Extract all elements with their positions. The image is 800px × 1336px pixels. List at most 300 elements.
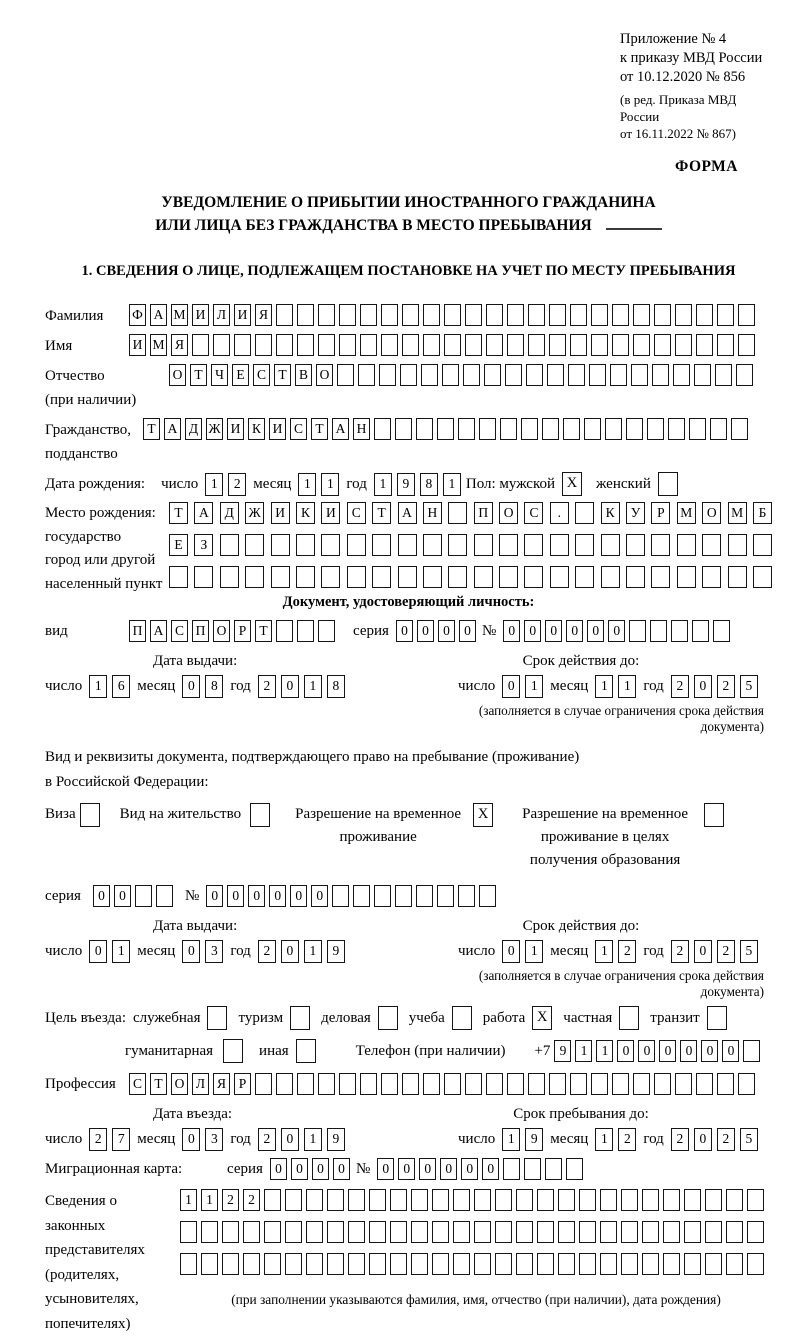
char-cell[interactable]: 0 — [694, 1128, 712, 1151]
char-cell[interactable] — [390, 1189, 407, 1211]
char-cell[interactable] — [545, 1158, 562, 1180]
char-cell[interactable]: 2 — [717, 940, 735, 963]
char-cell[interactable]: 0 — [89, 940, 107, 963]
char-cell[interactable]: О — [316, 364, 333, 386]
char-cell[interactable]: И — [192, 304, 209, 326]
char-cell[interactable]: 0 — [419, 1158, 436, 1180]
char-cell[interactable] — [537, 1189, 554, 1211]
char-cell[interactable] — [321, 534, 340, 556]
char-cell[interactable] — [547, 364, 564, 386]
char-cell[interactable] — [663, 1253, 680, 1275]
char-cell[interactable] — [432, 1253, 449, 1275]
char-cell[interactable]: 0 — [398, 1158, 415, 1180]
char-cell[interactable]: 5 — [740, 1128, 758, 1151]
char-cell[interactable] — [747, 1253, 764, 1275]
char-cell[interactable]: 0 — [566, 620, 583, 642]
char-cell[interactable] — [663, 1221, 680, 1243]
char-cell[interactable]: К — [248, 418, 265, 440]
char-cell[interactable] — [626, 534, 645, 556]
char-cell[interactable]: 0 — [617, 1040, 634, 1062]
char-cell[interactable]: Е — [169, 534, 188, 556]
char-cell[interactable] — [516, 1189, 533, 1211]
char-cell[interactable]: 0 — [608, 620, 625, 642]
char-cell[interactable]: Я — [255, 304, 272, 326]
char-cell[interactable] — [402, 334, 419, 356]
char-cell[interactable] — [390, 1253, 407, 1275]
char-cell[interactable] — [271, 534, 290, 556]
char-cell[interactable]: Т — [150, 1073, 167, 1095]
char-cell[interactable]: 1 — [304, 1128, 322, 1151]
char-cell[interactable]: 0 — [701, 1040, 718, 1062]
char-cell[interactable] — [465, 304, 482, 326]
char-cell[interactable]: Р — [234, 1073, 251, 1095]
char-cell[interactable] — [601, 534, 620, 556]
char-cell[interactable] — [448, 502, 467, 524]
char-cell[interactable] — [589, 364, 606, 386]
char-cell[interactable]: 1 — [298, 473, 316, 496]
char-cell[interactable]: Н — [423, 502, 442, 524]
char-cell[interactable] — [348, 1189, 365, 1211]
char-cell[interactable]: С — [524, 502, 543, 524]
char-cell[interactable] — [474, 1221, 491, 1243]
char-cell[interactable]: 0 — [545, 620, 562, 642]
char-cell[interactable] — [381, 1073, 398, 1095]
char-cell[interactable] — [612, 334, 629, 356]
char-cell[interactable] — [705, 1253, 722, 1275]
char-cell[interactable] — [550, 534, 569, 556]
char-cell[interactable] — [374, 885, 391, 907]
char-cell[interactable] — [411, 1253, 428, 1275]
char-cell[interactable] — [600, 1221, 617, 1243]
char-cell[interactable] — [675, 334, 692, 356]
char-cell[interactable] — [743, 1040, 760, 1062]
char-cell[interactable]: С — [253, 364, 270, 386]
char-cell[interactable]: 2 — [222, 1189, 239, 1211]
char-cell[interactable]: 1 — [201, 1189, 218, 1211]
char-cell[interactable]: О — [171, 1073, 188, 1095]
char-cell[interactable] — [180, 1221, 197, 1243]
char-cell[interactable]: 9 — [397, 473, 415, 496]
char-cell[interactable] — [696, 334, 713, 356]
char-cell[interactable] — [423, 1073, 440, 1095]
char-cell[interactable] — [528, 334, 545, 356]
char-cell[interactable] — [381, 334, 398, 356]
char-cell[interactable] — [591, 334, 608, 356]
char-cell[interactable] — [642, 1253, 659, 1275]
char-cell[interactable] — [570, 334, 587, 356]
char-cell[interactable] — [402, 304, 419, 326]
char-cell[interactable] — [696, 1073, 713, 1095]
char-cell[interactable] — [321, 566, 340, 588]
char-cell[interactable]: А — [398, 502, 417, 524]
char-cell[interactable] — [673, 364, 690, 386]
char-cell[interactable] — [713, 620, 730, 642]
char-cell[interactable] — [579, 1253, 596, 1275]
char-cell[interactable] — [201, 1221, 218, 1243]
char-cell[interactable]: 0 — [291, 1158, 308, 1180]
char-cell[interactable] — [579, 1221, 596, 1243]
char-cell[interactable] — [416, 418, 433, 440]
char-cell[interactable] — [495, 1189, 512, 1211]
char-cell[interactable] — [621, 1253, 638, 1275]
char-cell[interactable]: 2 — [671, 1128, 689, 1151]
char-cell[interactable]: С — [129, 1073, 146, 1095]
char-cell[interactable] — [728, 534, 747, 556]
char-cell[interactable] — [621, 1221, 638, 1243]
char-cell[interactable] — [360, 1073, 377, 1095]
char-cell[interactable] — [306, 1253, 323, 1275]
char-cell[interactable] — [528, 1073, 545, 1095]
char-cell[interactable] — [398, 566, 417, 588]
purpose-other-checkbox[interactable] — [296, 1039, 316, 1063]
char-cell[interactable] — [245, 566, 264, 588]
char-cell[interactable] — [360, 304, 377, 326]
char-cell[interactable]: Т — [169, 502, 188, 524]
char-cell[interactable] — [663, 1189, 680, 1211]
char-cell[interactable] — [507, 304, 524, 326]
char-cell[interactable]: А — [164, 418, 181, 440]
char-cell[interactable]: 9 — [327, 1128, 345, 1151]
char-cell[interactable]: М — [677, 502, 696, 524]
char-cell[interactable]: 2 — [717, 1128, 735, 1151]
char-cell[interactable]: А — [194, 502, 213, 524]
char-cell[interactable] — [626, 566, 645, 588]
char-cell[interactable] — [448, 566, 467, 588]
char-cell[interactable] — [549, 304, 566, 326]
char-cell[interactable]: Я — [171, 334, 188, 356]
char-cell[interactable]: 2 — [243, 1189, 260, 1211]
char-cell[interactable] — [306, 1189, 323, 1211]
char-cell[interactable] — [570, 1073, 587, 1095]
char-cell[interactable]: 1 — [502, 1128, 520, 1151]
char-cell[interactable]: 2 — [717, 675, 735, 698]
char-cell[interactable] — [201, 1253, 218, 1275]
char-cell[interactable] — [549, 1073, 566, 1095]
char-cell[interactable] — [372, 566, 391, 588]
char-cell[interactable] — [600, 1189, 617, 1211]
char-cell[interactable]: 1 — [304, 940, 322, 963]
char-cell[interactable]: Д — [185, 418, 202, 440]
char-cell[interactable]: 0 — [459, 620, 476, 642]
char-cell[interactable] — [444, 304, 461, 326]
char-cell[interactable] — [507, 334, 524, 356]
char-cell[interactable] — [432, 1189, 449, 1211]
char-cell[interactable]: П — [192, 620, 209, 642]
char-cell[interactable] — [156, 885, 173, 907]
char-cell[interactable]: 0 — [587, 620, 604, 642]
char-cell[interactable] — [717, 1073, 734, 1095]
purpose-commercial-checkbox[interactable] — [378, 1006, 398, 1030]
char-cell[interactable] — [731, 418, 748, 440]
residence-permit-checkbox[interactable] — [250, 803, 270, 827]
char-cell[interactable] — [390, 1221, 407, 1243]
char-cell[interactable] — [348, 1221, 365, 1243]
char-cell[interactable] — [500, 418, 517, 440]
char-cell[interactable] — [358, 364, 375, 386]
char-cell[interactable] — [631, 364, 648, 386]
char-cell[interactable]: Б — [753, 502, 772, 524]
char-cell[interactable]: М — [171, 304, 188, 326]
char-cell[interactable]: И — [271, 502, 290, 524]
char-cell[interactable] — [747, 1221, 764, 1243]
char-cell[interactable]: И — [321, 502, 340, 524]
char-cell[interactable] — [558, 1253, 575, 1275]
char-cell[interactable] — [601, 566, 620, 588]
char-cell[interactable] — [542, 418, 559, 440]
char-cell[interactable]: 0 — [182, 1128, 200, 1151]
char-cell[interactable] — [369, 1221, 386, 1243]
char-cell[interactable] — [192, 334, 209, 356]
char-cell[interactable] — [416, 885, 433, 907]
char-cell[interactable] — [705, 1221, 722, 1243]
char-cell[interactable] — [353, 885, 370, 907]
char-cell[interactable]: В — [295, 364, 312, 386]
char-cell[interactable]: Л — [192, 1073, 209, 1095]
char-cell[interactable]: 0 — [248, 885, 265, 907]
char-cell[interactable]: 0 — [182, 940, 200, 963]
char-cell[interactable] — [479, 885, 496, 907]
char-cell[interactable]: У — [626, 502, 645, 524]
char-cell[interactable] — [360, 334, 377, 356]
char-cell[interactable]: 1 — [321, 473, 339, 496]
char-cell[interactable] — [528, 304, 545, 326]
char-cell[interactable]: 0 — [182, 675, 200, 698]
char-cell[interactable] — [381, 304, 398, 326]
char-cell[interactable]: П — [129, 620, 146, 642]
char-cell[interactable]: 9 — [327, 940, 345, 963]
char-cell[interactable] — [135, 885, 152, 907]
char-cell[interactable] — [753, 566, 772, 588]
char-cell[interactable] — [255, 1073, 272, 1095]
char-cell[interactable] — [671, 620, 688, 642]
char-cell[interactable]: 1 — [374, 473, 392, 496]
char-cell[interactable] — [499, 566, 518, 588]
char-cell[interactable] — [684, 1253, 701, 1275]
char-cell[interactable]: А — [332, 418, 349, 440]
char-cell[interactable] — [339, 334, 356, 356]
char-cell[interactable] — [689, 418, 706, 440]
char-cell[interactable]: А — [150, 304, 167, 326]
char-cell[interactable]: 0 — [694, 940, 712, 963]
char-cell[interactable]: М — [150, 334, 167, 356]
char-cell[interactable] — [558, 1189, 575, 1211]
char-cell[interactable]: 8 — [205, 675, 223, 698]
char-cell[interactable] — [285, 1253, 302, 1275]
char-cell[interactable] — [276, 1073, 293, 1095]
char-cell[interactable]: 0 — [281, 940, 299, 963]
char-cell[interactable] — [696, 304, 713, 326]
char-cell[interactable] — [348, 1253, 365, 1275]
char-cell[interactable]: 0 — [438, 620, 455, 642]
char-cell[interactable] — [668, 418, 685, 440]
char-cell[interactable] — [702, 566, 721, 588]
char-cell[interactable] — [297, 620, 314, 642]
char-cell[interactable]: 3 — [205, 1128, 223, 1151]
char-cell[interactable] — [296, 534, 315, 556]
char-cell[interactable]: 0 — [461, 1158, 478, 1180]
char-cell[interactable] — [516, 1253, 533, 1275]
char-cell[interactable] — [521, 418, 538, 440]
char-cell[interactable] — [694, 364, 711, 386]
char-cell[interactable]: 0 — [311, 885, 328, 907]
char-cell[interactable] — [437, 418, 454, 440]
char-cell[interactable] — [726, 1253, 743, 1275]
char-cell[interactable]: 0 — [440, 1158, 457, 1180]
char-cell[interactable] — [297, 1073, 314, 1095]
char-cell[interactable] — [549, 334, 566, 356]
char-cell[interactable]: 0 — [722, 1040, 739, 1062]
char-cell[interactable] — [677, 566, 696, 588]
char-cell[interactable]: Т — [311, 418, 328, 440]
char-cell[interactable]: К — [296, 502, 315, 524]
char-cell[interactable]: 0 — [524, 620, 541, 642]
temp-residence-checkbox[interactable]: X — [473, 803, 493, 827]
char-cell[interactable] — [633, 304, 650, 326]
char-cell[interactable]: 0 — [290, 885, 307, 907]
purpose-business-checkbox[interactable] — [207, 1006, 227, 1030]
char-cell[interactable] — [474, 1253, 491, 1275]
char-cell[interactable]: 5 — [740, 675, 758, 698]
char-cell[interactable]: М — [728, 502, 747, 524]
char-cell[interactable]: А — [150, 620, 167, 642]
char-cell[interactable]: 2 — [258, 675, 276, 698]
char-cell[interactable] — [526, 364, 543, 386]
char-cell[interactable] — [503, 1158, 520, 1180]
char-cell[interactable] — [736, 364, 753, 386]
char-cell[interactable] — [710, 418, 727, 440]
char-cell[interactable]: 0 — [377, 1158, 394, 1180]
char-cell[interactable]: Р — [234, 620, 251, 642]
char-cell[interactable]: 6 — [112, 675, 130, 698]
char-cell[interactable] — [398, 534, 417, 556]
char-cell[interactable] — [629, 620, 646, 642]
char-cell[interactable] — [684, 1221, 701, 1243]
char-cell[interactable] — [600, 1253, 617, 1275]
char-cell[interactable] — [423, 566, 442, 588]
char-cell[interactable] — [222, 1221, 239, 1243]
char-cell[interactable] — [642, 1189, 659, 1211]
char-cell[interactable]: 0 — [270, 1158, 287, 1180]
char-cell[interactable]: О — [499, 502, 518, 524]
char-cell[interactable] — [726, 1221, 743, 1243]
char-cell[interactable] — [432, 1221, 449, 1243]
char-cell[interactable] — [402, 1073, 419, 1095]
char-cell[interactable]: Т — [143, 418, 160, 440]
char-cell[interactable] — [495, 1253, 512, 1275]
char-cell[interactable] — [566, 1158, 583, 1180]
char-cell[interactable] — [347, 534, 366, 556]
char-cell[interactable]: О — [213, 620, 230, 642]
char-cell[interactable] — [692, 620, 709, 642]
char-cell[interactable] — [395, 418, 412, 440]
char-cell[interactable]: 2 — [618, 1128, 636, 1151]
purpose-humanitarian-checkbox[interactable] — [223, 1039, 243, 1063]
char-cell[interactable] — [747, 1189, 764, 1211]
char-cell[interactable]: 0 — [503, 620, 520, 642]
char-cell[interactable]: 2 — [258, 940, 276, 963]
char-cell[interactable] — [738, 304, 755, 326]
char-cell[interactable] — [255, 334, 272, 356]
char-cell[interactable] — [296, 566, 315, 588]
char-cell[interactable]: 0 — [93, 885, 110, 907]
char-cell[interactable]: Я — [213, 1073, 230, 1095]
char-cell[interactable] — [505, 364, 522, 386]
char-cell[interactable] — [297, 304, 314, 326]
char-cell[interactable] — [421, 364, 438, 386]
char-cell[interactable] — [675, 304, 692, 326]
char-cell[interactable] — [327, 1189, 344, 1211]
char-cell[interactable] — [605, 418, 622, 440]
char-cell[interactable] — [524, 534, 543, 556]
char-cell[interactable] — [169, 566, 188, 588]
char-cell[interactable] — [584, 418, 601, 440]
char-cell[interactable] — [642, 1221, 659, 1243]
char-cell[interactable] — [524, 1158, 541, 1180]
char-cell[interactable] — [626, 418, 643, 440]
char-cell[interactable] — [591, 1073, 608, 1095]
char-cell[interactable]: 0 — [502, 675, 520, 698]
char-cell[interactable] — [234, 334, 251, 356]
char-cell[interactable]: Е — [232, 364, 249, 386]
purpose-tourism-checkbox[interactable] — [290, 1006, 310, 1030]
char-cell[interactable]: 1 — [525, 940, 543, 963]
char-cell[interactable] — [453, 1221, 470, 1243]
char-cell[interactable] — [650, 620, 667, 642]
char-cell[interactable] — [337, 364, 354, 386]
char-cell[interactable]: 0 — [206, 885, 223, 907]
char-cell[interactable] — [369, 1253, 386, 1275]
char-cell[interactable] — [465, 1073, 482, 1095]
char-cell[interactable] — [591, 304, 608, 326]
char-cell[interactable]: 0 — [694, 675, 712, 698]
char-cell[interactable]: 0 — [114, 885, 131, 907]
char-cell[interactable]: 8 — [420, 473, 438, 496]
char-cell[interactable]: 3 — [205, 940, 223, 963]
char-cell[interactable]: 1 — [575, 1040, 592, 1062]
char-cell[interactable] — [411, 1221, 428, 1243]
char-cell[interactable] — [423, 304, 440, 326]
char-cell[interactable] — [474, 1189, 491, 1211]
char-cell[interactable] — [444, 1073, 461, 1095]
char-cell[interactable] — [677, 534, 696, 556]
char-cell[interactable] — [633, 1073, 650, 1095]
char-cell[interactable]: 2 — [228, 473, 246, 496]
char-cell[interactable]: 1 — [595, 675, 613, 698]
char-cell[interactable] — [453, 1189, 470, 1211]
char-cell[interactable] — [400, 364, 417, 386]
char-cell[interactable]: 0 — [227, 885, 244, 907]
char-cell[interactable]: 1 — [304, 675, 322, 698]
char-cell[interactable] — [194, 566, 213, 588]
char-cell[interactable]: 1 — [525, 675, 543, 698]
char-cell[interactable]: 0 — [482, 1158, 499, 1180]
char-cell[interactable]: С — [290, 418, 307, 440]
purpose-transit-checkbox[interactable] — [707, 1006, 727, 1030]
char-cell[interactable] — [651, 566, 670, 588]
char-cell[interactable] — [474, 534, 493, 556]
char-cell[interactable] — [610, 364, 627, 386]
char-cell[interactable] — [652, 364, 669, 386]
purpose-private-checkbox[interactable] — [619, 1006, 639, 1030]
char-cell[interactable]: О — [169, 364, 186, 386]
char-cell[interactable] — [575, 566, 594, 588]
char-cell[interactable]: 1 — [180, 1189, 197, 1211]
char-cell[interactable] — [726, 1189, 743, 1211]
char-cell[interactable] — [453, 1253, 470, 1275]
char-cell[interactable] — [717, 334, 734, 356]
char-cell[interactable]: П — [474, 502, 493, 524]
char-cell[interactable] — [621, 1189, 638, 1211]
